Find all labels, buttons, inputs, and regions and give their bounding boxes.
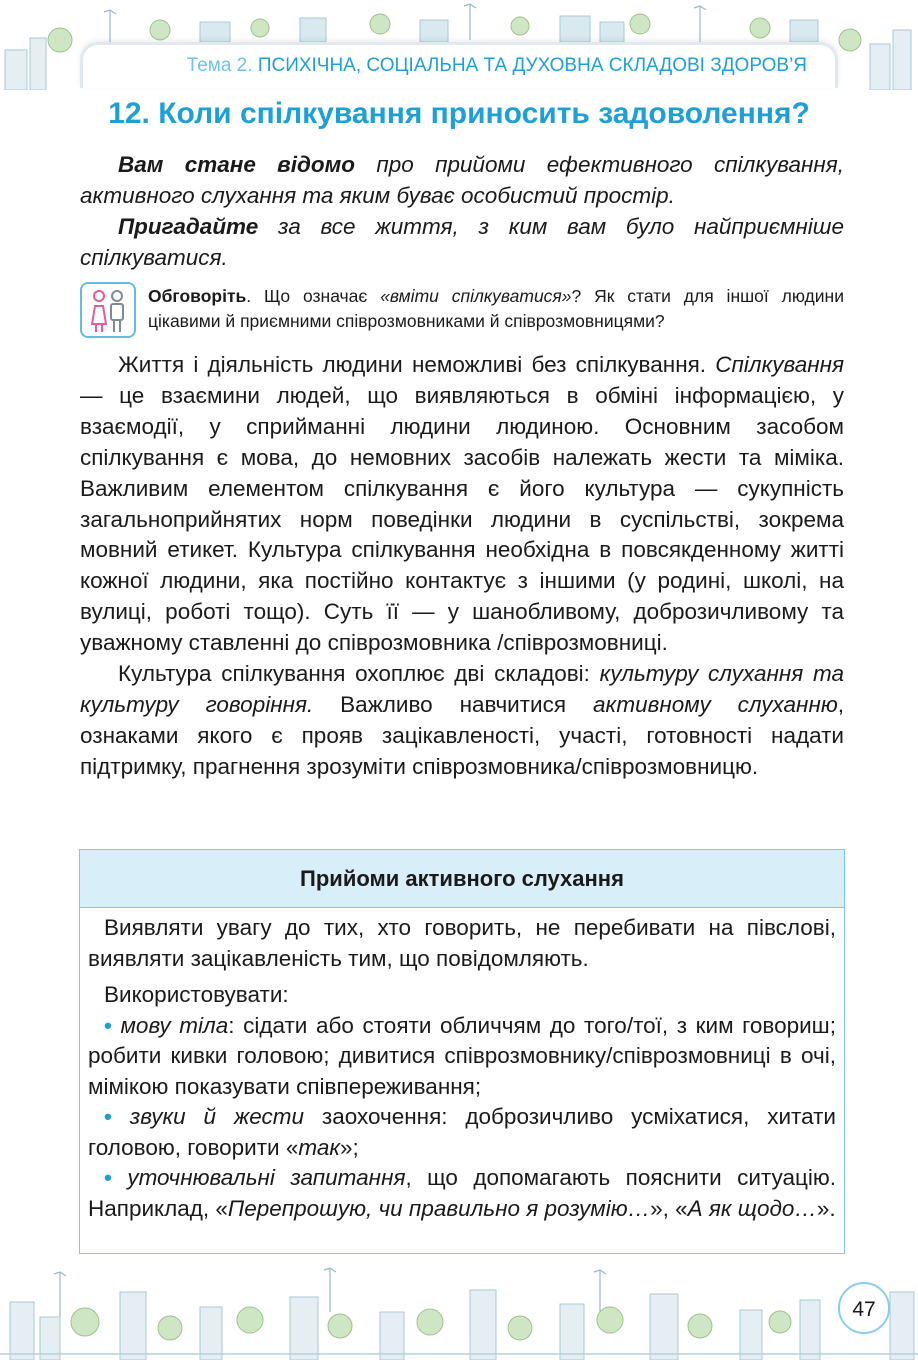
bullet-3-end: ». [816,1195,836,1221]
body-p2-mid: Важливо навчитися [313,691,593,717]
bullet-icon: • [104,1104,112,1129]
bullet-icon: • [104,1165,112,1190]
body-p2-rest: , ознаками якого є прояв зацікавленості, участі, готовності надати підтримку, прагнення зрозуміти співрозмовника/співрозмовницю. [80,691,845,779]
section-header [187,55,807,77]
box-heading: Прийоми активного слухання [80,850,844,908]
body-p1-rest: — це взаємини людей, що виявляються в обміні інформацією, у взаємодії, у сприйманні людини людиною. Основним засобом спілкування є мова, до немовних засобів належать жести та міміка. Важливим елементом спілкування є його культура — сукупність загальноприйнятих норм поведінки людини в суспільстві, зокрема мовний етикет. Культура спілкування необхідна в повсякденному житті кожної людини, яка постійно контактує з іншими (у родині, школі, на вулиці, роботі тощо). Суть її — у шанобливому, доброзичливому та уважному ставленні до співрозмовника /співрозмовниці. [80,382,844,656]
bullet-3-quote-1: Перепрошую, чи правильно я розумію… [227,1195,651,1221]
bullet-2-term: звуки й жести [129,1104,305,1129]
bullet-3-quote-2: А як щодо… [687,1195,817,1221]
bullet-2-end: »; [340,1134,359,1160]
body-p1-start: Життя і діяльність людини неможливі без спілкування. [118,352,716,377]
body-paragraph-2 [80,659,844,783]
discuss-text-2: ? Як стати для іншої людини цікавими й приємними співрозмовниками й співрозмовницями? [148,286,844,331]
intro-block [80,149,844,273]
intro-text-1: про прийоми ефективного спілкування, активного слухання та яким буває особистий простір. [80,152,844,208]
intro-emphasis-1: Вам стане відомо [118,152,356,177]
bullet-3-text: , що допомагають пояснити ситуацію. Наприклад, « [88,1165,836,1221]
body-paragraph-1 [80,350,844,659]
theme-label: Тема 2. [186,55,253,76]
bullet-1-term: мову тіла [120,1012,229,1038]
bottom-city-decoration [0,1262,918,1360]
body-p1-term: Спілкування [715,352,844,377]
intro-text-2: за все життя, з ким вам було найприємніше спілкуватися. [80,214,844,270]
box-body [80,908,844,1224]
body-p2-term-1: культуру слухання та культуру говоріння. [80,661,844,717]
discuss-prompt [148,284,844,334]
discuss-label: Обговоріть [148,286,247,306]
discuss-quote: «вміти спілкуватися» [380,286,572,306]
bullet-3-separator: », « [650,1195,688,1221]
box-paragraph-2: Використовувати: [104,982,289,1007]
intro-paragraph-2 [80,211,844,273]
bullet-icon: • [104,1012,112,1038]
box-paragraph-1: Виявляти увагу до тих, хто говорить, не перебивати на півслові, виявляти зацікавленість тим, що повідомляють. [88,915,836,971]
body-p2-start: Культура спілкування охоплює дві складові: [118,661,600,687]
box-bullet-2 [88,1102,836,1163]
main-text [80,350,844,783]
body-p2-term-2: активному слуханню [592,691,838,717]
active-listening-box [79,849,845,1254]
people-icon [80,282,136,338]
intro-paragraph-1 [80,149,844,211]
box-bullet-1 [88,1011,836,1103]
page-number: 47 [838,1282,890,1334]
bullet-1-text: : сідати або стояти обличчям до того/тої, з ким говориш; робити кивки головою; дивитися співрозмовнику/співрозмовниці в очі, мімікою показувати співпереживання; [88,1012,836,1099]
section-header-tab [80,42,838,88]
intro-emphasis-2: Пригадайте [118,214,259,239]
bullet-2-quote: так [298,1134,341,1160]
theme-title: ПСИХІЧНА, СОЦІАЛЬНА ТА ДУХОВНА СКЛАДОВІ ЗДОРОВ’Я [257,55,807,76]
bullet-2-text: заохочення: доброзичливо усміхатися, хитати головою, говорити « [88,1104,836,1160]
discuss-text-1: . Що означає [246,286,381,306]
box-bullet-3 [88,1163,836,1224]
bullet-3-term: уточнювальні запитання [127,1165,406,1190]
page-title: 12. Коли спілкування приносить задоволення? [108,97,810,130]
